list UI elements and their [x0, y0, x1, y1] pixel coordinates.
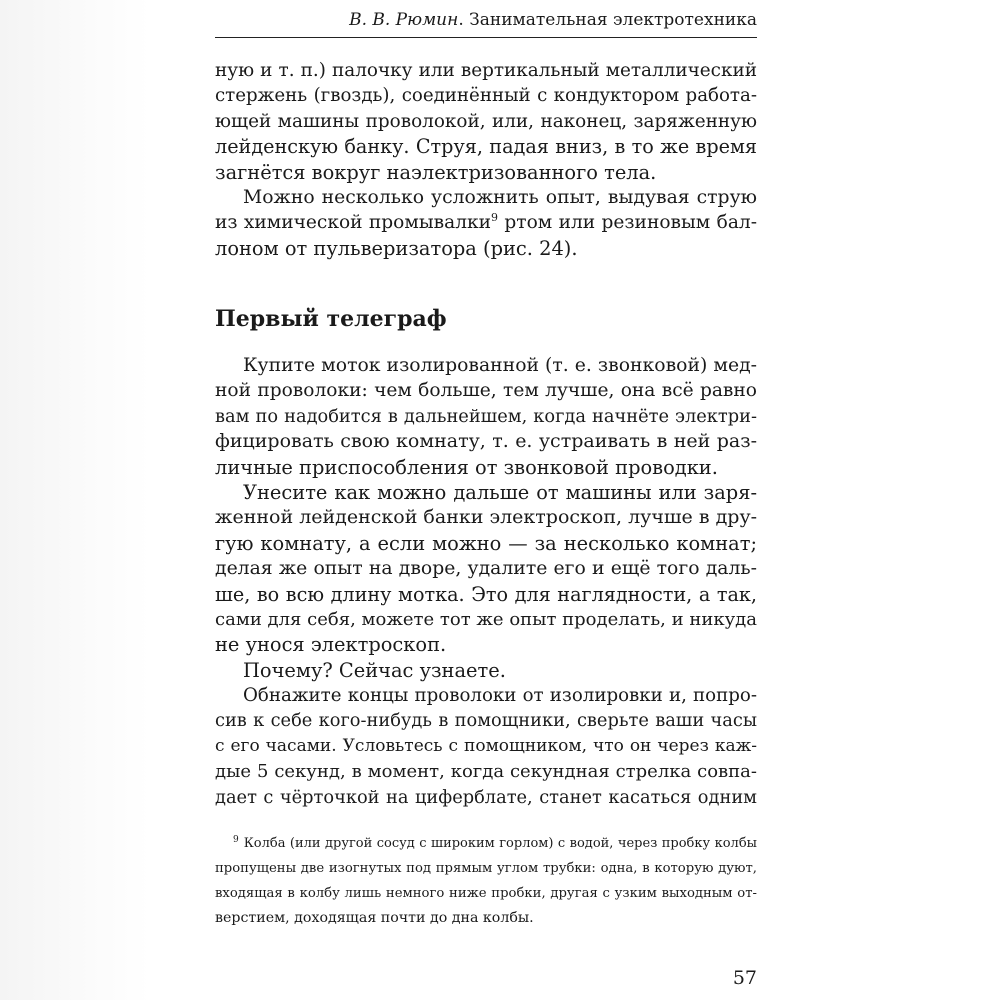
- running-header: [215, 8, 757, 32]
- page-number: 57: [732, 967, 757, 989]
- text-line: сив к себе кого-нибудь в помощники, сверьте ваши часы: [215, 710, 757, 732]
- text-line: дает с чёрточкой на циферблате, станет касаться одним: [215, 786, 757, 808]
- text-line: ную и т. п.) палочку или вертикальный металлический: [215, 60, 757, 81]
- text-line: делая же опыт на дворе, удалите его и ещё того даль-: [215, 558, 757, 580]
- text-line: лейденскую банку. Струя, падая вниз, в то же время: [215, 135, 757, 159]
- footnote-text: Колба (или другой сосуд с широким горлом) с водой, через пробку колбы: [243, 836, 757, 851]
- footnote-number: 9: [233, 834, 239, 845]
- text-line: Обнажите концы проволоки от изолировки и, попро-: [243, 685, 757, 707]
- text-fragment: из химической промывалки: [215, 212, 492, 234]
- footnote: [215, 831, 757, 931]
- text-line: с его часами. Условьтесь с помощником, что он через каж-: [215, 735, 757, 756]
- section-heading: Первый телеграф: [215, 306, 447, 332]
- text-line: лоном от пульверизатора (рис. 24).: [215, 236, 578, 260]
- text-line: гую комнату, а если можно — за несколько комнат;: [215, 531, 757, 555]
- footnote-line: верстием, доходящая почти до дна колбы.: [215, 910, 534, 926]
- text-line: загнётся вокруг наэлектризованного тела.: [215, 160, 657, 184]
- text-line: стержень (гвоздь), соединённый с кондуктором работа-: [215, 85, 757, 107]
- text-line: дые 5 секунд, в момент, когда секундная стрелка совпа-: [215, 761, 757, 783]
- footnote-line: [215, 831, 757, 856]
- paragraph-block-1: [215, 58, 757, 261]
- page-gutter-shadow: [0, 0, 150, 1000]
- header-author: В. В. Рюмин: [349, 10, 459, 30]
- footnote-line: пропущены две изогнутых под прямым углом трубки: одна, в которую дуют,: [215, 861, 757, 876]
- footnote-line: входящая в колбу лишь немного ниже пробки, другая с узким выходным от-: [215, 886, 757, 901]
- text-fragment: ртом или резиновым бал-: [504, 212, 757, 234]
- text-line: не унося электроскоп.: [215, 633, 447, 657]
- footnote-reference[interactable]: 9: [491, 211, 499, 225]
- text-line: Можно несколько усложнить опыт, выдувая струю: [243, 186, 757, 208]
- text-line: Купите моток изолированной (т. е. звонковой) мед-: [243, 355, 757, 376]
- text-line: женной лейденской банки электроскоп, лучше в дру-: [215, 506, 758, 529]
- text-line: ше, во всю длину мотка. Это для наглядности, а так,: [215, 582, 757, 606]
- text-line: личные приспособления от звонковой проводки.: [215, 455, 718, 479]
- text-line: вам по надобится в дальнейшем, когда начнёте электри-: [215, 405, 757, 427]
- text-line: ной проволоки: чем больше, тем лучше, она всё равно: [215, 380, 757, 402]
- paragraph-block-2: [215, 353, 757, 810]
- header-rule: [215, 37, 757, 38]
- text-line: фицировать свою комнату, т. е. устраивать в ней раз-: [215, 430, 757, 453]
- text-line: Почему? Сейчас узнаете.: [243, 658, 506, 682]
- text-line: сами для себя, можете тот же опыт проделать, и никуда: [215, 608, 757, 630]
- text-line-with-footnote: [215, 210, 757, 235]
- text-line: ющей машины проволокой, или, наконец, заряженную: [215, 110, 757, 132]
- header-book-title: . Занимательная электротехника: [458, 10, 757, 30]
- text-line: Унесите как можно дальше от машины или заря-: [243, 480, 757, 504]
